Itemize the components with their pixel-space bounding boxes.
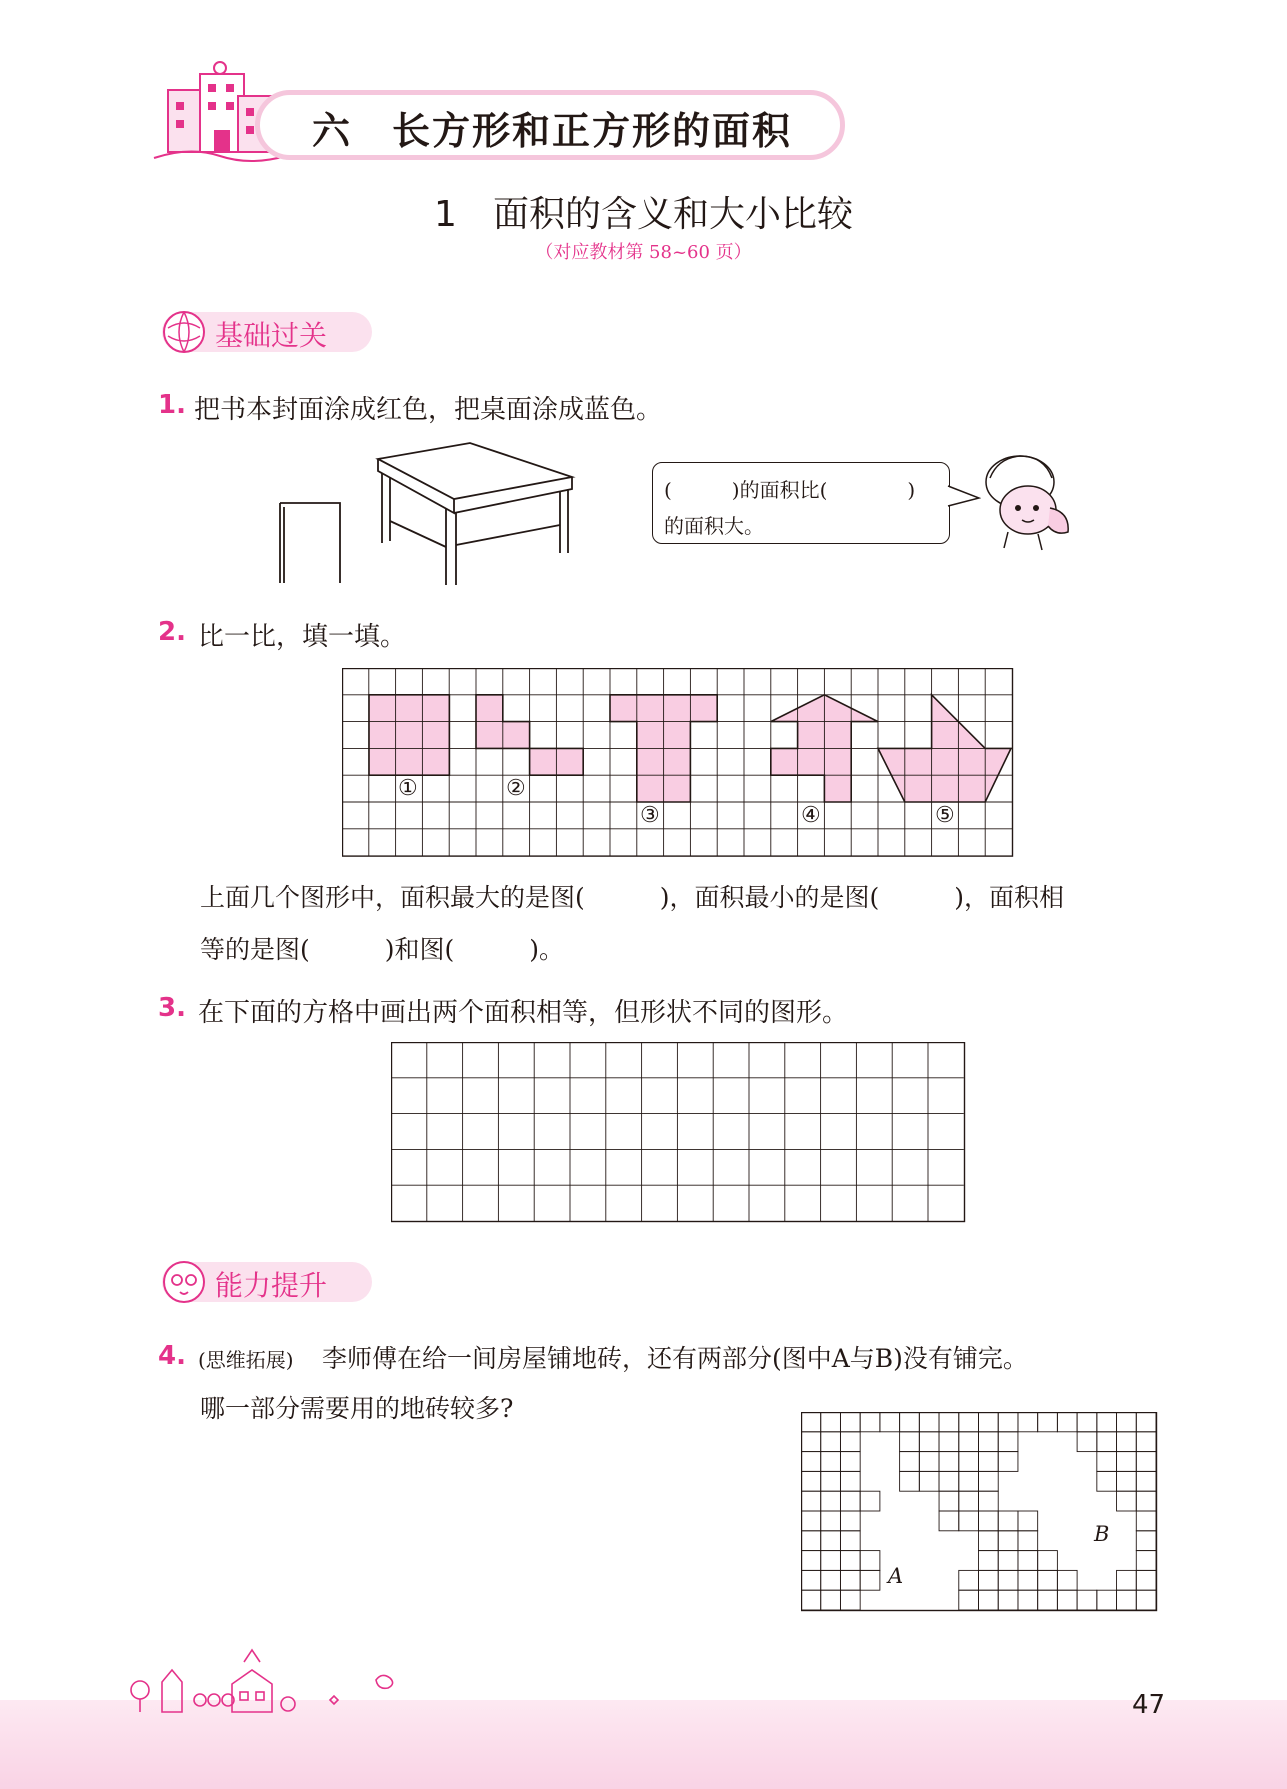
question-1-number: 1. [158,390,186,420]
drawing-grid [391,1042,967,1224]
speech-bubble-tail [947,480,981,510]
footer-town-illustration [120,1640,420,1720]
shape-label-3: ③ [640,803,660,828]
bubble-line-1: ( )的面积比( ) [664,478,916,502]
lesson-title: 1 面积的含义和大小比较 [434,194,853,235]
shapes-grid [342,668,1015,858]
chapter-title: 六 长方形和正方形的面积 [312,109,793,153]
shape-label-2: ② [506,776,526,801]
question-3-text: 在下面的方格中画出两个面积相等，但形状不同的图形。 [198,998,849,1028]
shape-label-1: ① [398,776,418,801]
section-label-basic: 基础过关 [215,319,328,352]
question-4-text: 李师傅在给一间房屋铺地砖，还有两部分(图中A与B)没有铺完。 [322,1344,1028,1373]
question-4-number: 4. [158,1341,186,1371]
shape-label-4: ④ [801,803,821,828]
girl-mascot-illustration [978,448,1078,558]
owl-mascot-icon [160,1258,208,1306]
globe-mascot-icon [160,308,208,356]
floor-tile-grid [801,1412,1159,1613]
region-label-b: B [1094,1522,1110,1546]
shape-1 [369,695,449,775]
question-2-fill-line-1: 上面几个图形中，面积最大的是图( )，面积最小的是图( )，面积相 [200,883,1065,912]
question-3-number: 3. [158,993,186,1023]
question-4-tag: (思维拓展) [198,1348,294,1372]
shape-label-5: ⑤ [935,803,955,828]
book-and-table-illustration [270,435,590,595]
question-2-fill-line-2: 等的是图( )和图( )。 [200,935,565,964]
question-4-text-2: 哪一部分需要用的地砖较多? [200,1394,514,1423]
bubble-line-2: 的面积大。 [664,514,764,538]
question-2-text: 比一比，填一填。 [198,622,407,652]
region-label-a: A [888,1564,904,1588]
textbook-reference: （对应教材第 58~60 页） [535,242,752,263]
section-label-advanced: 能力提升 [215,1269,328,1302]
question-1-text: 把书本封面涂成红色，把桌面涂成蓝色。 [194,395,663,425]
question-2-number: 2. [158,617,186,647]
page-number: 47 [1132,1690,1166,1720]
